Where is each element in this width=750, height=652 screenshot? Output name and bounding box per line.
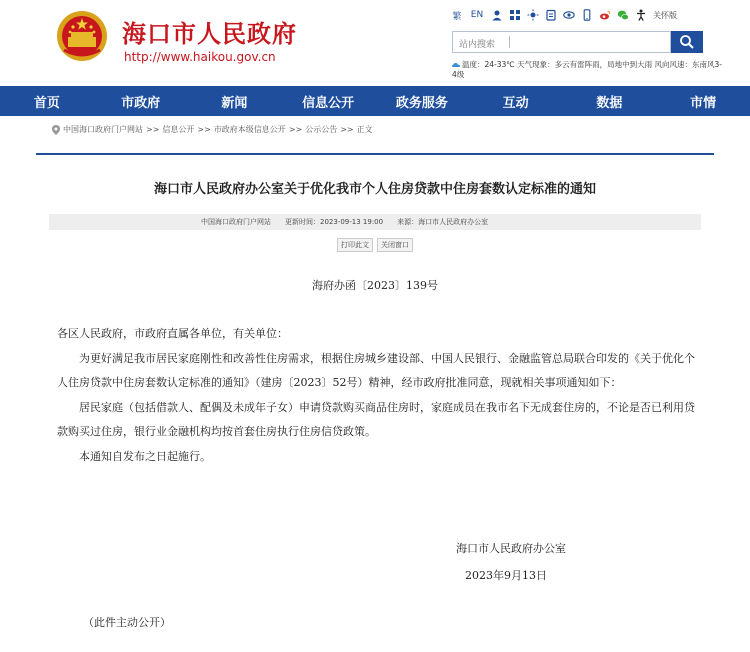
breadcrumb-separator: >>	[340, 125, 354, 134]
print-button[interactable]: 打印此文	[337, 238, 373, 252]
wechat-icon[interactable]	[616, 8, 630, 22]
breadcrumb-current: 正文	[356, 125, 373, 134]
weather-info	[452, 60, 724, 80]
mobile-icon[interactable]	[580, 8, 594, 22]
sun-icon[interactable]	[526, 8, 540, 22]
document-number: 海府办函〔2023〕139号	[312, 279, 438, 292]
article-tools	[0, 238, 750, 252]
main-nav	[0, 86, 750, 116]
search-input[interactable]: 站内搜索	[452, 31, 671, 53]
eye-icon[interactable]	[562, 8, 576, 22]
search-button[interactable]	[671, 31, 703, 53]
salutation: 各区人民政府，市政府直属各单位，有关单位：	[57, 327, 288, 340]
clipboard-icon[interactable]	[544, 8, 558, 22]
traditional-chinese-link[interactable]: 繁	[452, 11, 462, 22]
location-pin-icon	[52, 125, 60, 135]
meta-origin: 来源：海口市人民政府办公室	[397, 218, 489, 226]
person-icon[interactable]	[490, 8, 504, 22]
paragraph-2: 居民家庭（包括借款人、配偶及未成年子女）申请贷款购买商品住房时，家庭成员在我市名下无成套住房的，不论是否已利用贷款购买过住房，银行业金融机构均按首套住房执行住房信贷政策。	[57, 400, 695, 438]
national-emblem-icon	[56, 10, 108, 62]
breadcrumb-portal[interactable]: 中国海口政府门户网站	[63, 125, 143, 134]
breadcrumb-separator: >>	[146, 125, 160, 134]
breadcrumb-announcements[interactable]: 公示公告	[305, 125, 338, 134]
nav-item-news[interactable]: 新闻	[221, 95, 248, 111]
english-link[interactable]: EN	[470, 10, 484, 20]
weibo-icon[interactable]	[598, 8, 612, 22]
signing-date: 2023年9月13日	[465, 569, 547, 582]
public-note: （此件主动公开）	[83, 616, 171, 629]
breadcrumb	[52, 124, 373, 135]
nav-item-home[interactable]: 首页	[33, 95, 60, 111]
nav-item-interaction[interactable]: 互动	[502, 95, 529, 111]
paragraph-1: 为更好满足我市居民家庭刚性和改善性住房需求，根据住房城乡建设部、中国人民银行、金融监管总局联合印发的《关于优化个人住房贷款中住房套数认定标准的通知》（建房〔2023〕52号）精神，经市政府批准同意，现就相关事项通知如下：	[57, 351, 695, 389]
breadcrumb-separator: >>	[197, 125, 211, 134]
care-mode-link[interactable]: 关怀版	[653, 10, 677, 20]
accessibility-icon[interactable]	[634, 8, 648, 22]
article-body	[57, 322, 704, 469]
signing-organization: 海口市人民政府办公室	[456, 542, 566, 555]
weather-text: 温度：24-33℃ 天气现象：多云有雷阵雨，局地中到大雨 风向风速：东南风3-4级	[452, 60, 722, 79]
nav-item-data[interactable]: 数据	[596, 95, 623, 111]
paragraph-3: 本通知自发布之日起施行。	[79, 449, 211, 463]
weather-icon	[452, 61, 460, 68]
nav-item-gov-services[interactable]: 政务服务	[395, 95, 448, 111]
grid-icon[interactable]	[508, 8, 522, 22]
nav-item-city-government[interactable]: 市政府	[121, 95, 161, 111]
breadcrumb-separator: >>	[288, 125, 303, 134]
site-header	[0, 0, 750, 86]
breadcrumb-info-disclosure[interactable]: 信息公开	[162, 125, 195, 134]
article-meta	[49, 214, 701, 230]
article-title: 海口市人民政府办公室关于优化我市个人住房贷款中住房套数认定标准的通知	[153, 182, 596, 197]
content-divider	[36, 153, 714, 155]
top-toolbar	[450, 8, 677, 22]
meta-time: 更新时间：2023-09-13 19:00	[285, 218, 384, 226]
search-icon	[679, 34, 695, 50]
breadcrumb-municipal-disclosure[interactable]: 市政府本级信息公开	[213, 125, 286, 134]
site-url[interactable]: http://www.haikou.gov.cn	[124, 50, 276, 64]
nav-item-city-profile[interactable]: 市情	[690, 95, 717, 111]
close-window-button[interactable]: 关闭窗口	[377, 238, 413, 252]
meta-source-site: 中国海口政府门户网站	[201, 218, 271, 226]
nav-item-info-disclosure[interactable]: 信息公开	[302, 95, 355, 111]
site-title[interactable]: 海口市人民政府	[122, 19, 297, 48]
